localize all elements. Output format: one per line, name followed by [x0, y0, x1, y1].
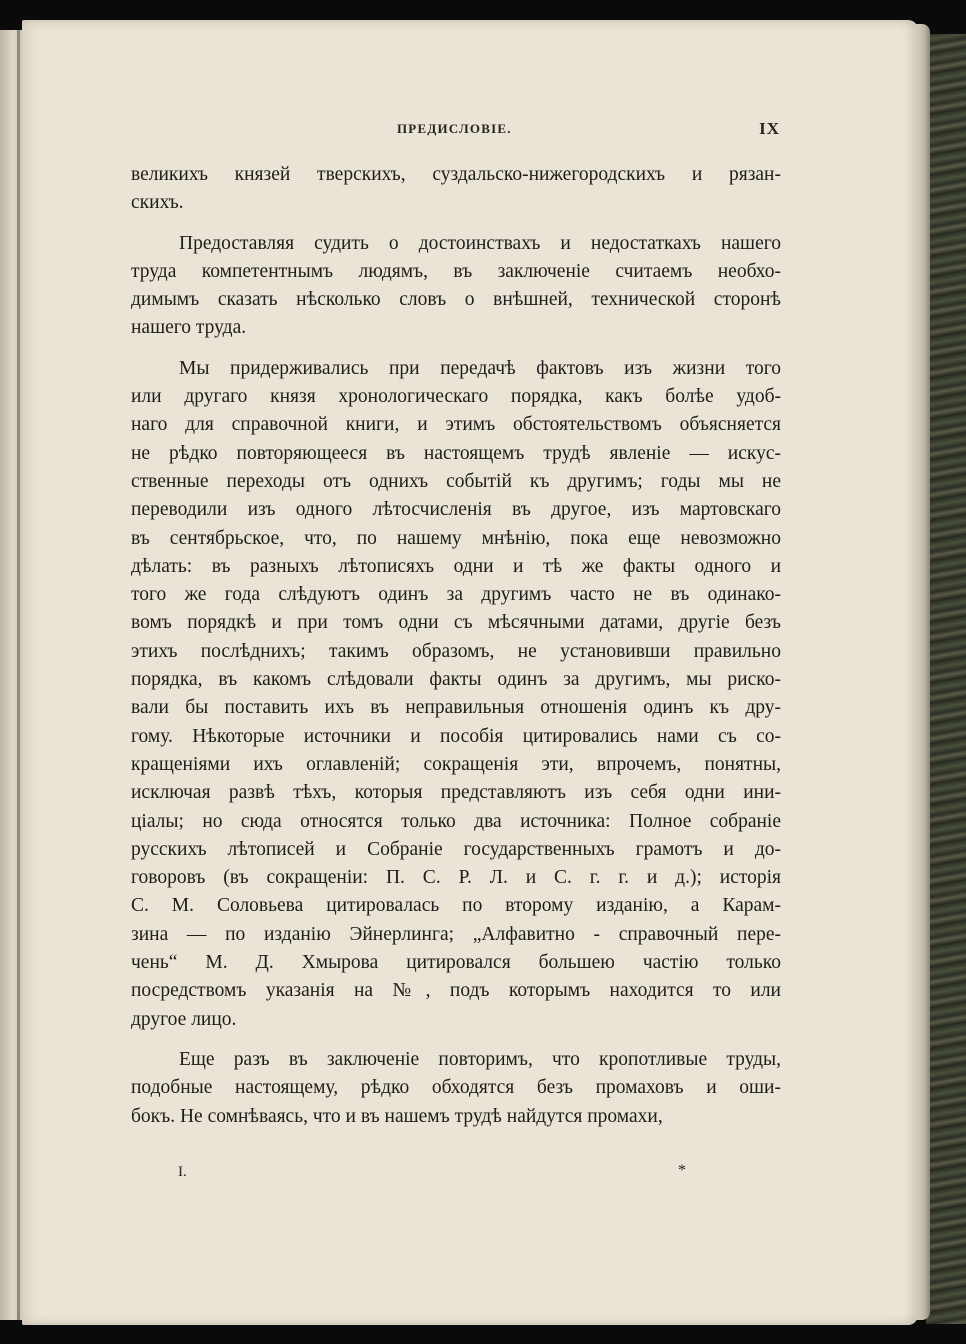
text-line: переводили изъ одного лѣтосчисленія въ другое, изъ мартовскаго: [131, 499, 781, 521]
text-line: исключая развѣ тѣхъ, которыя представляютъ изъ себя одни ини-: [131, 782, 781, 804]
text-line: посредствомъ указанія на №, подъ которымъ находится то или: [131, 980, 781, 1002]
text-line: вомъ порядкѣ и при томъ одни съ мѣсячными датами, другіе безъ: [131, 612, 781, 634]
text-line: порядка, въ какомъ слѣдовали факты одинъ за другимъ, мы риско-: [131, 669, 781, 691]
text-line: С. М. Соловьева цитировалась по второму изданію, а Карам-: [131, 895, 781, 917]
text-line: зина — по изданію Эйнерлинга; „Алфавитно - справочный пере-: [131, 923, 781, 945]
text-line: бокъ. Не сомнѣваясь, что и въ нашемъ трудѣ найдутся промахи,: [131, 1105, 663, 1127]
left-page-gutter: [17, 30, 20, 1320]
text-line: Мы придерживались при передачѣ фактовъ изъ жизни того: [179, 357, 781, 379]
paragraph: [131, 161, 781, 218]
text-line: ціалы; но сюда относятся только два источника: Полное собраніе: [131, 810, 781, 832]
text-line: скихъ.: [131, 192, 184, 214]
text-line: чень“ М. Д. Хмырова цитировался большею частію только: [131, 952, 781, 974]
text-line: не рѣдко повторяющееся въ настоящемъ трудѣ явленіе — искус-: [131, 442, 781, 464]
text-line: того же года слѣдуютъ одинъ за другимъ часто не въ одинако-: [131, 584, 781, 606]
text-line: русскихъ лѣтописей и Собраніе государственныхъ грамотъ и до-: [131, 838, 781, 860]
text-line: кращеніями ихъ оглавленій; сокращенія эти, впрочемъ, понятны,: [131, 753, 781, 775]
signature-mark: I.: [178, 1164, 187, 1180]
marbled-cover-edge: [926, 34, 966, 1324]
text-line: этихъ послѣднихъ; такимъ образомъ, не установивши правильно: [131, 640, 781, 662]
text-line: димымъ сказать нѣсколько словъ о внѣшней, технической сторонѣ: [131, 289, 781, 311]
text-line: гому. Нѣкоторые источники и пособія цитировались нами съ со-: [131, 725, 781, 747]
text-line: великихъ князей тверскихъ, суздальско-нижегородскихъ и рязан-: [131, 164, 781, 185]
paragraph: [131, 1046, 781, 1131]
text-line: наго для справочной книги, и этимъ обстоятельствомъ объясняется: [131, 414, 781, 436]
text-line: дѣлать: въ разныхъ лѣтописяхъ одни и тѣ же факты одного и: [131, 555, 781, 577]
body-text: [131, 161, 781, 1143]
asterisk-mark: *: [678, 1162, 686, 1179]
text-line: ственные переходы отъ однихъ событій къ другимъ; годы мы не: [131, 470, 781, 492]
paragraph: [131, 355, 781, 1034]
text-line: въ сентябрьское, что, по нашему мнѣнію, пока еще невозможно: [131, 527, 781, 549]
text-line: или другаго князя хронологическаго порядка, какъ болѣе удоб-: [131, 386, 781, 408]
page-footer: [178, 1164, 688, 1188]
text-line: труда компетентнымъ людямъ, въ заключеніе считаемъ необхо-: [131, 260, 781, 282]
page-number: IX: [759, 119, 780, 138]
text-line: говоровъ (въ сокращеніи: П. С. Р. Л. и С. г. г. и д.); исторія: [131, 867, 781, 889]
text-line: подобные настоящему, рѣдко обходятся безъ промаховъ и оши-: [131, 1077, 781, 1099]
text-line: Предоставляя судить о достоинствахъ и недостаткахъ нашего: [179, 232, 781, 254]
page-header: [130, 121, 780, 141]
running-head: ПРЕДИСЛОВІЕ.: [397, 121, 512, 136]
text-line: другое лицо.: [131, 1008, 237, 1030]
text-line: нашего труда.: [131, 317, 247, 339]
right-page-edge: [916, 24, 930, 1320]
paragraph: [131, 230, 781, 343]
text-line: Еще разъ въ заключеніе повторимъ, что кропотливые труды,: [179, 1048, 781, 1070]
text-line: вали бы поставить ихъ въ неправильныя отношенія одинъ къ дру-: [131, 697, 781, 719]
